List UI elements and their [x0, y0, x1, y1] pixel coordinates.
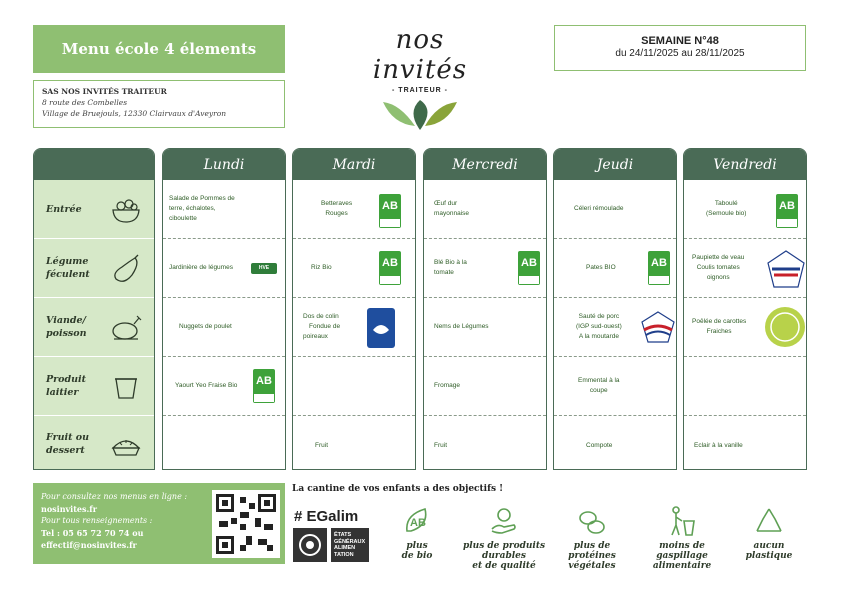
- menu-cell: [684, 416, 806, 470]
- etats-text: ALIMEN: [334, 545, 356, 551]
- brand-logo: [345, 25, 495, 115]
- company-name: SAS NOS INVITÉS TRAITEUR: [42, 87, 167, 96]
- menu-cell: [163, 357, 285, 416]
- day-column-vendredi: [683, 148, 807, 470]
- dish-line: Œuf dur: [434, 200, 458, 207]
- objective-text: végétales: [568, 561, 616, 571]
- menu-cell: [684, 298, 806, 357]
- svg-text:AB: AB: [410, 517, 426, 529]
- day-column-mardi: [292, 148, 416, 470]
- menu-cell: [554, 180, 676, 239]
- etats-text: GÉNÉRAUX: [334, 538, 366, 545]
- roast-chicken-icon: [110, 312, 142, 344]
- menu-cell: [163, 298, 285, 357]
- objective-proteines: [547, 505, 637, 571]
- objective-text: plus de: [573, 541, 611, 551]
- menu-title-box: [33, 25, 285, 73]
- dish-line: poireaux: [303, 333, 328, 340]
- dish-line: tomate: [434, 269, 454, 276]
- menu-cell: [293, 416, 415, 470]
- day-header: Mercredi: [424, 149, 546, 180]
- dish-line: ciboulette: [169, 215, 197, 222]
- etats-text: TATION: [334, 551, 354, 558]
- dish-line: Dos de colin: [303, 313, 339, 320]
- menu-cell: [424, 298, 546, 357]
- ab-organic-label-icon: [648, 251, 670, 285]
- company-address: [33, 80, 285, 128]
- menu-cell: [554, 239, 676, 298]
- day-header: Lundi: [163, 149, 285, 180]
- website-link[interactable]: nosinvites.fr: [41, 504, 97, 514]
- ab-organic-label-icon: [518, 251, 540, 285]
- dish-line: Fondue de: [309, 323, 341, 330]
- egalim-logo-icon: [293, 528, 327, 562]
- dish-line: Fraiches: [706, 328, 732, 335]
- ab-text: AB: [651, 257, 667, 269]
- row-label-entree: [34, 180, 154, 239]
- dish-line: Céleri rémoulade: [574, 205, 624, 212]
- objective-text: plus de produits: [462, 541, 546, 551]
- ab-organic-label-icon: [776, 194, 798, 228]
- objective-text: plastique: [745, 551, 793, 561]
- hve-label-icon: [251, 263, 277, 274]
- menu-cell: [424, 180, 546, 239]
- objective-text: et de qualité: [472, 561, 536, 571]
- recycle-icon: [753, 505, 785, 537]
- ab-text: AB: [382, 200, 398, 212]
- msc-fish-label-icon: [367, 308, 395, 348]
- logo-brand-text: nos invités: [372, 25, 468, 85]
- dish-line: Nuggets de poulet: [179, 323, 232, 330]
- day-header: Vendredi: [684, 149, 806, 180]
- menu-cell: [163, 239, 285, 298]
- objective-plastique: [724, 505, 814, 561]
- menu-cell: [684, 180, 806, 239]
- dish-line: oignons: [706, 274, 730, 281]
- day-column-lundi: [162, 148, 286, 470]
- menu-cell: [424, 416, 546, 470]
- dish-line: Compote: [586, 441, 613, 449]
- menu-cell: [684, 357, 806, 416]
- ab-organic-label-icon: [253, 369, 275, 403]
- objective-text: de bio: [401, 551, 433, 561]
- week-number: SEMAINE N°48: [641, 35, 719, 47]
- salad-bowl-icon: [110, 194, 142, 226]
- menu-cell: [293, 298, 415, 357]
- day-header: Mardi: [293, 149, 415, 180]
- logo-sub-text: - TRAITEUR -: [392, 87, 448, 94]
- dish-line: Rouges: [325, 210, 348, 217]
- row-label-fruit: [34, 416, 154, 470]
- dish-line: Fruit: [315, 441, 328, 449]
- objectives-title: La cantine de vos enfants a des objectifs !: [292, 484, 504, 494]
- dish-line: A la moutarde: [578, 333, 619, 340]
- objective-gaspillage: [637, 505, 727, 571]
- menu-cell: [684, 239, 806, 298]
- dish-line: Betteraves: [321, 200, 353, 207]
- qr-code-icon: [216, 494, 276, 554]
- dish-line: Poêlée de carottes: [692, 318, 747, 325]
- day-column-mercredi: [423, 148, 547, 470]
- porc-francais-label-icon: [640, 310, 676, 346]
- leaves-icon: [375, 96, 465, 132]
- contact-line: Pour consultez nos menus en ligne :: [41, 492, 188, 501]
- menu-title: Menu école 4 élements: [61, 40, 257, 58]
- row-labels-column: [33, 148, 155, 470]
- row-label-viande: [34, 298, 154, 357]
- ab-text: AB: [382, 257, 398, 269]
- dish-line: Taboulé: [714, 200, 738, 207]
- egalim-hashtag: # EGalim: [294, 508, 359, 525]
- dish-line: Riz Bio: [311, 264, 332, 271]
- row-label-text: Produit: [46, 374, 87, 385]
- viande-bovine-francaise-label-icon: [766, 249, 806, 289]
- hand-apple-icon: [488, 505, 520, 537]
- hve-round-label-icon: [764, 306, 806, 348]
- ab-text: AB: [256, 375, 272, 387]
- menu-cell: [293, 180, 415, 239]
- address-line-1: 8 route des Combelles: [42, 98, 128, 107]
- dish-line: Jardinière de légumes: [169, 264, 233, 271]
- dish-line: (IGP sud-ouest): [576, 323, 622, 330]
- ab-leaf-icon: [401, 505, 433, 537]
- dish-line: (Semoule bio): [706, 210, 747, 217]
- etats-text: ÉTATS: [334, 532, 352, 538]
- objective-text: durables: [482, 551, 526, 561]
- menu-cell: [554, 416, 676, 470]
- dish-line: Yaourt Yeo Fraise Bio: [175, 382, 238, 389]
- menu-cell: [293, 239, 415, 298]
- objective-text: alimentaire: [652, 561, 712, 571]
- trash-person-icon: [666, 505, 698, 537]
- address-line-2: Village de Bruejouls, 12330 Clairvaux d'Aveyron: [42, 109, 227, 118]
- menu-cell: [424, 239, 546, 298]
- menu-cell: [163, 416, 285, 470]
- ab-text: AB: [779, 200, 795, 212]
- yogurt-cup-icon: [110, 371, 142, 403]
- dish-line: Nems de Légumes: [434, 323, 489, 330]
- ab-organic-label-icon: [379, 194, 401, 228]
- row-labels-header: [34, 149, 154, 180]
- beans-icon: [576, 505, 608, 537]
- contact-line: Pour tous renseignements :: [41, 516, 153, 525]
- row-label-text: Fruit ou: [46, 432, 90, 443]
- dish-line: terre, échalotes,: [169, 205, 216, 212]
- day-column-jeudi: [553, 148, 677, 470]
- menu-cell: [554, 357, 676, 416]
- qr-code[interactable]: [212, 490, 280, 558]
- dish-line: Emmental à la: [578, 377, 620, 384]
- hve-text: HVE: [258, 265, 270, 271]
- objective-text: plus: [406, 541, 428, 551]
- dish-line: Fromage: [434, 382, 461, 389]
- row-label-text-2: poisson: [46, 328, 87, 339]
- dish-line: Blé Bio à la: [434, 259, 467, 266]
- dish-line: Sauté de porc: [578, 313, 620, 320]
- row-label-text: Viande/: [46, 315, 87, 326]
- ab-text: AB: [521, 257, 537, 269]
- row-label-produit: [34, 357, 154, 416]
- objective-text: protéines: [568, 551, 616, 561]
- objective-bio: [372, 505, 462, 561]
- eggplant-icon: [110, 253, 142, 285]
- menu-cell: [293, 357, 415, 416]
- dish-line: mayonnaise: [434, 210, 470, 217]
- row-label-text-2: dessert: [46, 445, 85, 456]
- dish-line: Pates BIO: [586, 264, 616, 271]
- dish-line: coupe: [589, 387, 608, 394]
- menu-cell: [554, 298, 676, 357]
- dish-line: Eclair à la vanille: [694, 441, 743, 449]
- week-dates: du 24/11/2025 au 28/11/2025: [615, 48, 745, 59]
- ab-organic-label-icon: [379, 251, 401, 285]
- dish-line: Coulis tomates: [696, 264, 740, 271]
- dish-line: Salade de Pommes de: [169, 195, 235, 202]
- objective-text: gaspillage: [656, 551, 708, 561]
- row-label-text-2: laitier: [46, 387, 79, 398]
- row-label-legume: [34, 239, 154, 298]
- menu-cell: [424, 357, 546, 416]
- row-label-text: Légume: [46, 256, 89, 267]
- objective-durables: [459, 505, 549, 571]
- row-label-text: Entrée: [46, 203, 82, 215]
- phone-number: Tel : 05 65 72 70 74 ou: [41, 528, 144, 538]
- objective-text: moins de: [659, 541, 705, 551]
- day-header: Jeudi: [554, 149, 676, 180]
- dish-line: Paupiette de veau: [692, 254, 745, 261]
- objective-text: aucun: [753, 541, 785, 551]
- dish-line: Fruit: [434, 441, 447, 449]
- menu-cell: [163, 180, 285, 239]
- week-box: [554, 25, 806, 71]
- row-label-text-2: féculent: [46, 269, 90, 280]
- pie-icon: [110, 430, 142, 462]
- etats-generaux-logo: [331, 528, 369, 562]
- email-link[interactable]: effectif@nosinvites.fr: [41, 540, 137, 550]
